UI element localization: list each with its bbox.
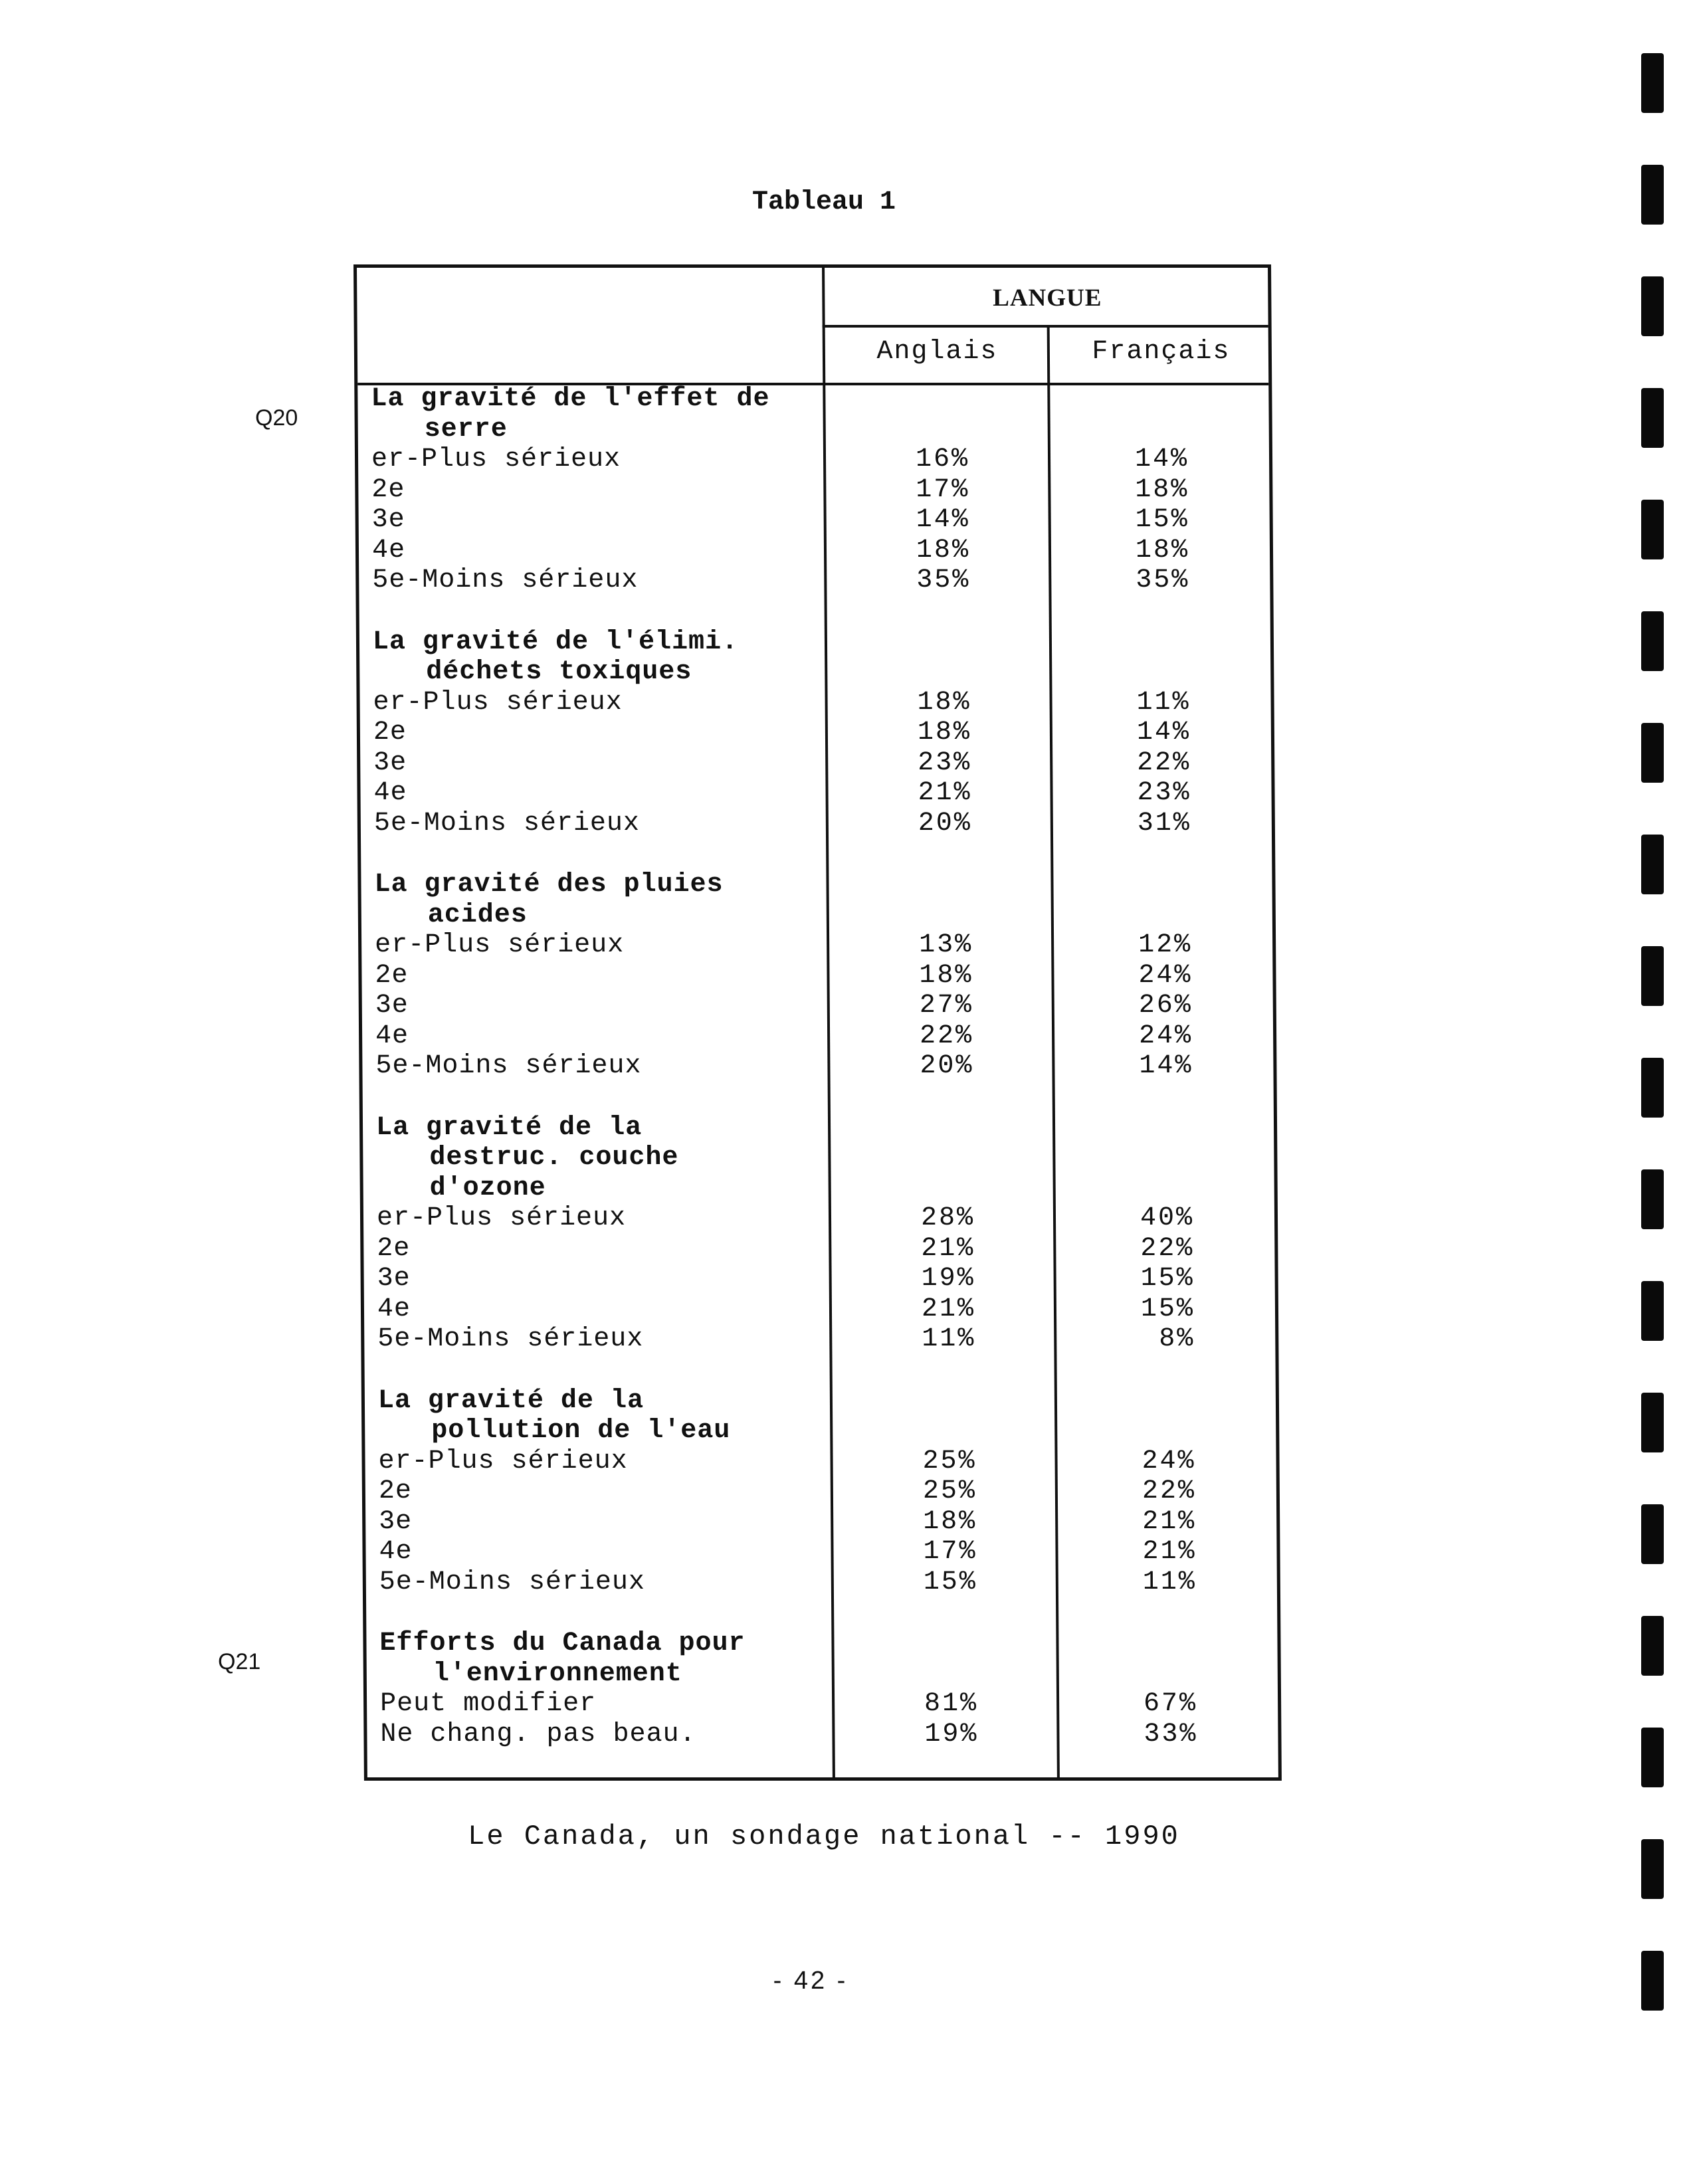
cell-anglais: 19% (921, 1264, 975, 1294)
section-title: La gravité des pluies (374, 870, 724, 900)
page-number: - 42 - (773, 1967, 848, 1995)
section-title: La gravité de la (375, 1112, 643, 1143)
binding-hole-mark (1641, 1616, 1664, 1676)
cell-anglais: 19% (924, 1719, 979, 1749)
table-row (362, 1021, 1273, 1052)
table-row (360, 748, 1271, 779)
section-title-row (361, 870, 1272, 900)
binding-hole-mark (1641, 165, 1664, 225)
cell-anglais: 35% (916, 565, 971, 595)
section-title: destruc. couche (429, 1143, 679, 1173)
cell-francais: 31% (1137, 808, 1192, 839)
column-header-francais: Français (1092, 337, 1231, 367)
binding-hole-mark (1641, 1393, 1664, 1452)
section-title: Efforts du Canada pour (379, 1629, 746, 1658)
cell-anglais: 20% (920, 1051, 974, 1081)
row-label: er-Plus sérieux (373, 687, 623, 718)
binding-hole-mark (1641, 53, 1664, 113)
row-label: 2e (378, 1476, 413, 1506)
section-title-row (363, 1143, 1274, 1173)
cell-francais: 14% (1136, 718, 1191, 747)
table-row (360, 718, 1271, 748)
cell-francais: 12% (1138, 930, 1193, 960)
cell-francais: 11% (1136, 687, 1191, 718)
cell-anglais: 27% (919, 991, 973, 1021)
binding-hole-mark (1641, 1058, 1664, 1118)
section-title: La gravité de l'élimi. (372, 627, 739, 657)
table-row (365, 1507, 1276, 1538)
cell-anglais: 18% (916, 535, 971, 565)
cell-anglais: 18% (919, 960, 973, 991)
table-section (359, 627, 1272, 839)
row-label: 2e (371, 474, 405, 505)
cell-anglais: 15% (923, 1567, 978, 1597)
cell-francais: 11% (1142, 1567, 1197, 1597)
section-title-row (367, 1659, 1278, 1690)
row-label: Peut modifier (379, 1689, 597, 1719)
binding-hole-mark (1641, 1839, 1664, 1899)
row-label: 4e (373, 778, 407, 808)
table-row (365, 1537, 1276, 1567)
row-label: 4e (379, 1537, 413, 1567)
cell-francais: 18% (1135, 535, 1190, 565)
table-row (361, 930, 1272, 961)
section-title-row (363, 1113, 1274, 1143)
row-label: 3e (371, 505, 405, 535)
cell-francais: 24% (1142, 1446, 1196, 1476)
cell-francais: 33% (1144, 1719, 1198, 1749)
cell-anglais: 14% (916, 505, 970, 535)
cell-francais: 35% (1136, 565, 1190, 595)
section-title-row (357, 384, 1268, 415)
row-label: 5e-Moins sérieux (373, 808, 641, 839)
table-row (359, 565, 1270, 596)
cell-francais: 15% (1140, 1264, 1195, 1294)
cell-anglais: 13% (918, 930, 973, 960)
cell-anglais: 25% (922, 1446, 977, 1476)
question-marker-q21: Q21 (218, 1649, 261, 1674)
cell-anglais: 17% (923, 1537, 977, 1567)
table-row (363, 1203, 1274, 1234)
table-row (359, 536, 1270, 566)
row-label: 4e (377, 1294, 411, 1324)
table-row (361, 961, 1272, 991)
page-title: Tableau 1 (751, 187, 896, 217)
row-label: 4e (371, 535, 406, 565)
table-section (363, 1113, 1276, 1355)
row-label: er-Plus sérieux (371, 445, 621, 474)
table-row (362, 1051, 1273, 1082)
header-divider-langue (823, 325, 1268, 328)
cell-francais: 8% (1159, 1324, 1195, 1354)
cell-francais: 14% (1134, 445, 1189, 474)
cell-anglais: 21% (918, 778, 972, 808)
table-section (357, 384, 1270, 596)
binding-hole-mark (1641, 723, 1664, 783)
table-row (362, 991, 1273, 1021)
cell-anglais: 21% (921, 1233, 975, 1264)
table-caption: Le Canada, un sondage national -- 1990 (468, 1821, 1180, 1852)
row-label: 5e-Moins sérieux (372, 565, 639, 595)
cell-anglais: 16% (915, 445, 970, 474)
row-label: 2e (373, 718, 407, 747)
row-label: er-Plus sérieux (376, 1203, 627, 1233)
cell-francais: 24% (1138, 1021, 1193, 1051)
section-title-row (361, 900, 1272, 931)
section-title: pollution de l'eau (431, 1416, 731, 1446)
cell-anglais: 17% (916, 474, 970, 505)
cell-francais: 21% (1142, 1506, 1197, 1537)
binding-hole-mark (1641, 276, 1664, 336)
table-row (364, 1294, 1275, 1325)
table-row (366, 1567, 1277, 1598)
table-row (358, 445, 1269, 475)
row-label: 5e-Moins sérieux (377, 1324, 644, 1354)
row-label: Ne chang. pas beau. (380, 1719, 696, 1749)
table-row (365, 1446, 1276, 1477)
table-row (363, 1234, 1274, 1264)
table-row (359, 688, 1270, 718)
section-title-row (363, 1173, 1274, 1204)
cell-anglais: 81% (924, 1689, 979, 1719)
binding-hole-mark (1641, 1169, 1664, 1229)
table-row (364, 1324, 1275, 1355)
section-title: déchets toxiques (426, 657, 692, 687)
table-section (366, 1629, 1278, 1749)
cell-francais: 22% (1140, 1233, 1195, 1264)
cell-anglais: 22% (919, 1021, 974, 1051)
section-title: d'ozone (429, 1173, 546, 1203)
section-title: l'environnement (433, 1658, 683, 1689)
row-label: 3e (379, 1506, 413, 1537)
cell-francais: 15% (1135, 505, 1189, 535)
binding-hole-mark (1641, 611, 1664, 671)
question-marker-q20: Q20 (255, 405, 298, 431)
cell-anglais: 21% (921, 1294, 976, 1324)
cell-anglais: 23% (918, 747, 972, 778)
table-row (364, 1264, 1275, 1294)
row-label: 2e (377, 1233, 411, 1264)
table-body (357, 384, 1278, 1781)
cell-anglais: 18% (917, 718, 972, 747)
cell-anglais: 25% (922, 1476, 977, 1506)
row-label: er-Plus sérieux (374, 930, 625, 960)
cell-francais: 18% (1135, 474, 1189, 505)
cell-anglais: 18% (917, 687, 971, 718)
cell-anglais: 18% (923, 1506, 977, 1537)
binding-hole-mark (1641, 1728, 1664, 1787)
table-row (358, 475, 1269, 506)
row-label: 5e-Moins sérieux (375, 1051, 642, 1081)
section-title: La gravité de l'effet de (371, 384, 770, 414)
cell-francais: 22% (1142, 1476, 1197, 1506)
cell-anglais: 20% (918, 808, 973, 839)
section-title: serre (424, 414, 508, 445)
section-title: La gravité de la (377, 1385, 645, 1416)
row-label: 5e-Moins sérieux (379, 1567, 646, 1597)
cell-anglais: 11% (922, 1324, 976, 1354)
row-label: 3e (375, 991, 409, 1021)
binding-hole-mark (1641, 946, 1664, 1006)
section-title: acides (427, 900, 528, 930)
binding-hole-mark (1641, 1504, 1664, 1564)
binding-hole-mark (1641, 1951, 1664, 2011)
table-row (365, 1476, 1276, 1507)
cell-francais: 15% (1140, 1294, 1195, 1324)
cell-francais: 23% (1137, 778, 1191, 808)
row-label: er-Plus sérieux (378, 1446, 628, 1476)
cell-francais: 21% (1142, 1537, 1197, 1567)
table-row (367, 1689, 1278, 1720)
binding-hole-mark (1641, 388, 1664, 448)
table-section (361, 870, 1273, 1082)
table-row (367, 1720, 1278, 1750)
binding-hole-mark (1641, 500, 1664, 559)
cell-francais: 22% (1137, 747, 1191, 778)
cell-francais: 24% (1138, 960, 1193, 991)
section-title-row (359, 627, 1270, 658)
column-header-anglais: Anglais (876, 337, 998, 367)
section-title-row (365, 1416, 1276, 1446)
table-row (360, 778, 1271, 809)
row-label: 2e (375, 960, 409, 991)
binding-hole-mark (1641, 1281, 1664, 1341)
cell-francais: 26% (1138, 991, 1193, 1021)
cell-francais: 67% (1143, 1689, 1198, 1719)
cell-francais: 14% (1139, 1051, 1193, 1081)
cell-anglais: 28% (920, 1203, 975, 1233)
section-title-row (359, 657, 1270, 688)
section-title-row (366, 1629, 1277, 1659)
group-header-langue: LANGUE (993, 284, 1102, 312)
cell-francais: 40% (1140, 1203, 1195, 1233)
row-label: 4e (375, 1021, 409, 1051)
section-title-row (358, 415, 1269, 445)
table-section (365, 1386, 1277, 1598)
table-row (359, 505, 1270, 536)
row-label: 3e (377, 1264, 411, 1294)
table-row (361, 809, 1272, 839)
results-table (353, 264, 1282, 1781)
section-title-row (365, 1386, 1276, 1417)
binding-hole-mark (1641, 835, 1664, 894)
row-label: 3e (373, 747, 407, 778)
